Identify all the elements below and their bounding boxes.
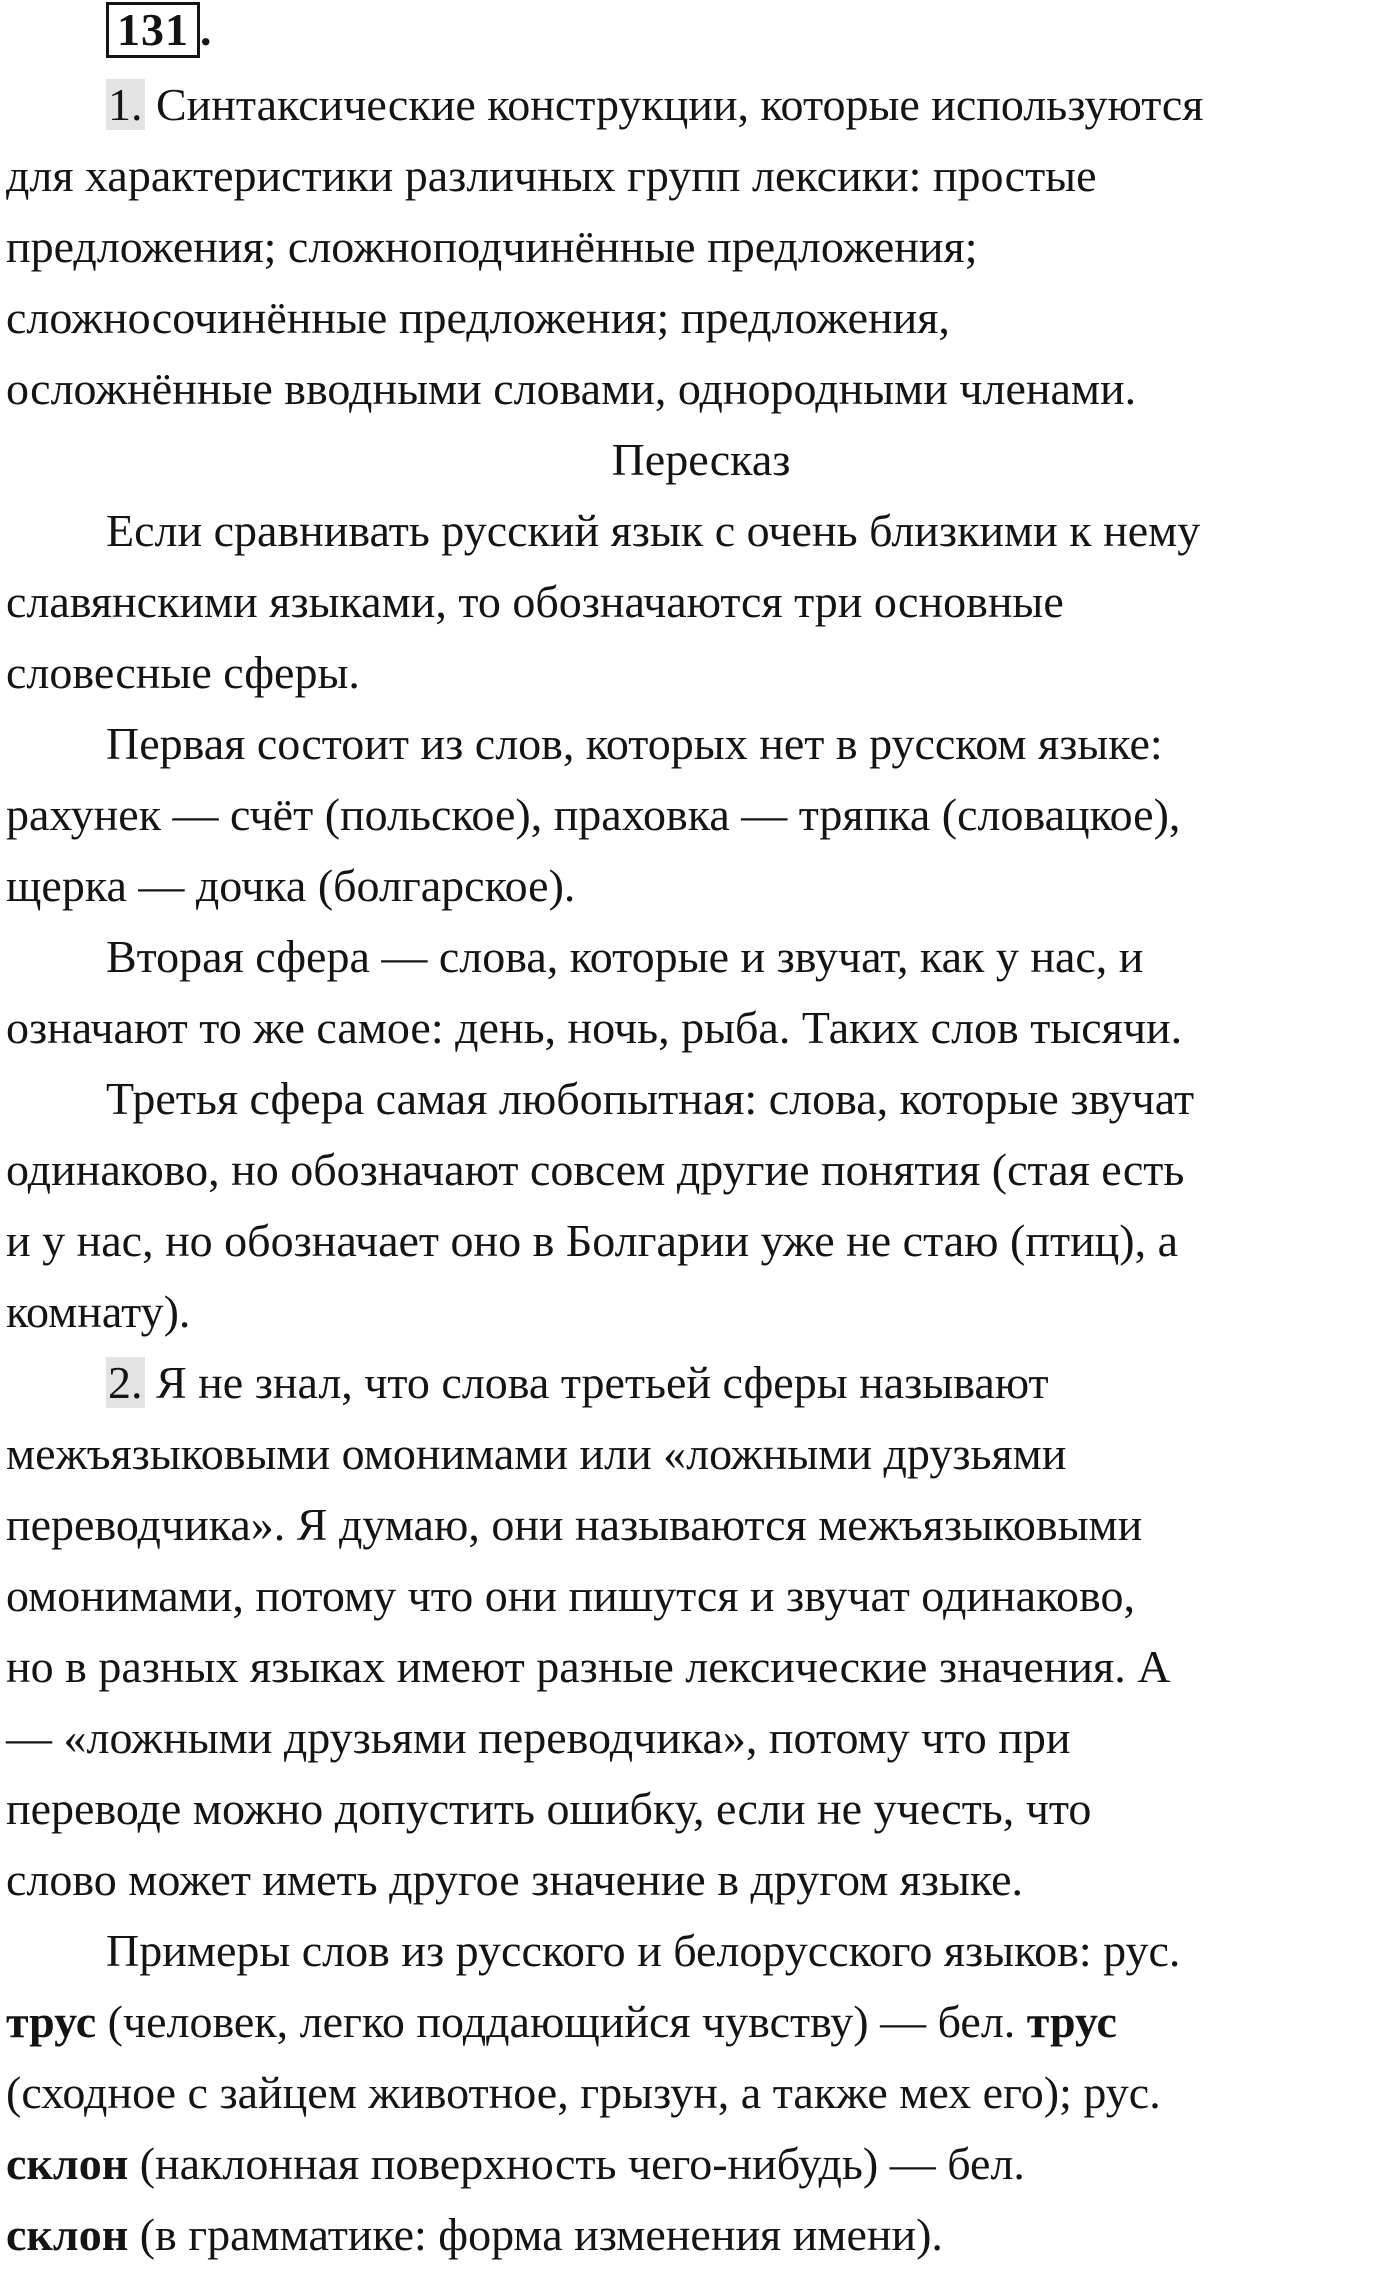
part1-line: [6, 69, 1396, 140]
exercise-number: [106, 2, 213, 56]
retelling-p1-line: словесные сферы.: [6, 647, 360, 698]
part2-line: омонимами, потому что они пишутся и звучат одинаково,: [6, 1570, 1135, 1621]
part2-line: но в разных языках имеют разные лексические значения. А: [6, 1641, 1171, 1692]
retelling-p4-line: одинаково, но обозначают совсем другие понятия (стая есть: [6, 1144, 1185, 1195]
part1-line: осложнённые вводными словами, однородными членами.: [6, 363, 1137, 414]
retelling-p1-line: Если сравнивать русский язык с очень близкими к нему: [106, 505, 1201, 556]
retelling-p1-line: славянскими языками, то обозначаются три основные: [6, 576, 1064, 627]
part2-marker: 2.: [108, 1357, 143, 1408]
part2-line: слово может иметь другое значение в другом языке.: [6, 1854, 1024, 1905]
part1-line: сложносочинённые предложения; предложения,: [6, 292, 950, 343]
part2-line-text: Я не знал, что слова третьей сферы называют: [144, 1357, 1049, 1408]
example-word-bel: трус: [1026, 1996, 1117, 2047]
retelling-p3-line: Вторая сфера — слова, которые и звучат, как у нас, и: [106, 931, 1144, 982]
example-definition: (наклонная поверхность чего-нибудь) — бел.: [128, 2138, 1025, 2189]
retelling-p4-line: Третья сфера самая любопытная: слова, которые звучат: [106, 1073, 1195, 1124]
retelling-p4-line: комнату).: [6, 1286, 191, 1337]
retelling-title: Пересказ: [611, 434, 791, 485]
retelling-p2-line: Первая состоит из слов, которых нет в русском языке:: [106, 718, 1163, 769]
part1-line: предложения; сложноподчинённые предложения;: [6, 221, 978, 272]
example-word-bel: склон: [6, 2209, 129, 2260]
exercise-number-box: 131: [106, 2, 200, 58]
retelling-p4-line: и у нас, но обозначает оно в Болгарии уже не стаю (птиц), а: [6, 1215, 1179, 1266]
exercise-number-dot: .: [200, 4, 213, 55]
part2-line: — «ложными друзьями переводчика», потому что при: [6, 1712, 1071, 1763]
retelling-p2-line: щерка — дочка (болгарское).: [6, 860, 576, 911]
examples-line: (сходное с зайцем животное, грызун, а также мех его); рус.: [6, 2067, 1161, 2118]
examples-line: Примеры слов из русского и белорусского языков: рус.: [106, 1925, 1181, 1976]
part1-line-text: Синтаксические конструкции, которые используются: [144, 79, 1204, 130]
examples-line: [6, 1986, 1396, 2057]
retelling-p2-line: рахунек — счёт (польское), праховка — тряпка (словацкое),: [6, 789, 1181, 840]
examples-line: [6, 2128, 1396, 2199]
part2-line: межъязыковыми омонимами или «ложными друзьями: [6, 1428, 1067, 1479]
part1-marker: 1.: [108, 79, 143, 130]
part2-line: [6, 1347, 1396, 1418]
retelling-p3-line: означают то же самое: день, ночь, рыба. Таких слов тысячи.: [6, 1002, 1183, 1053]
example-definition: (в грамматике: форма изменения имени).: [128, 2209, 943, 2260]
part2-line: переводчика». Я думаю, они называются межъязыковыми: [6, 1499, 1143, 1550]
example-word-rus: склон: [6, 2138, 129, 2189]
part1-line: для характеристики различных групп лексики: простые: [6, 150, 1097, 201]
answer-text: [6, 69, 1396, 2270]
examples-line: [6, 2199, 1396, 2270]
example-word-rus: трус: [6, 1996, 97, 2047]
example-definition: (человек, легко поддающийся чувству) — бел.: [96, 1996, 1027, 2047]
part2-line: переводе можно допустить ошибку, если не учесть, что: [6, 1783, 1092, 1834]
